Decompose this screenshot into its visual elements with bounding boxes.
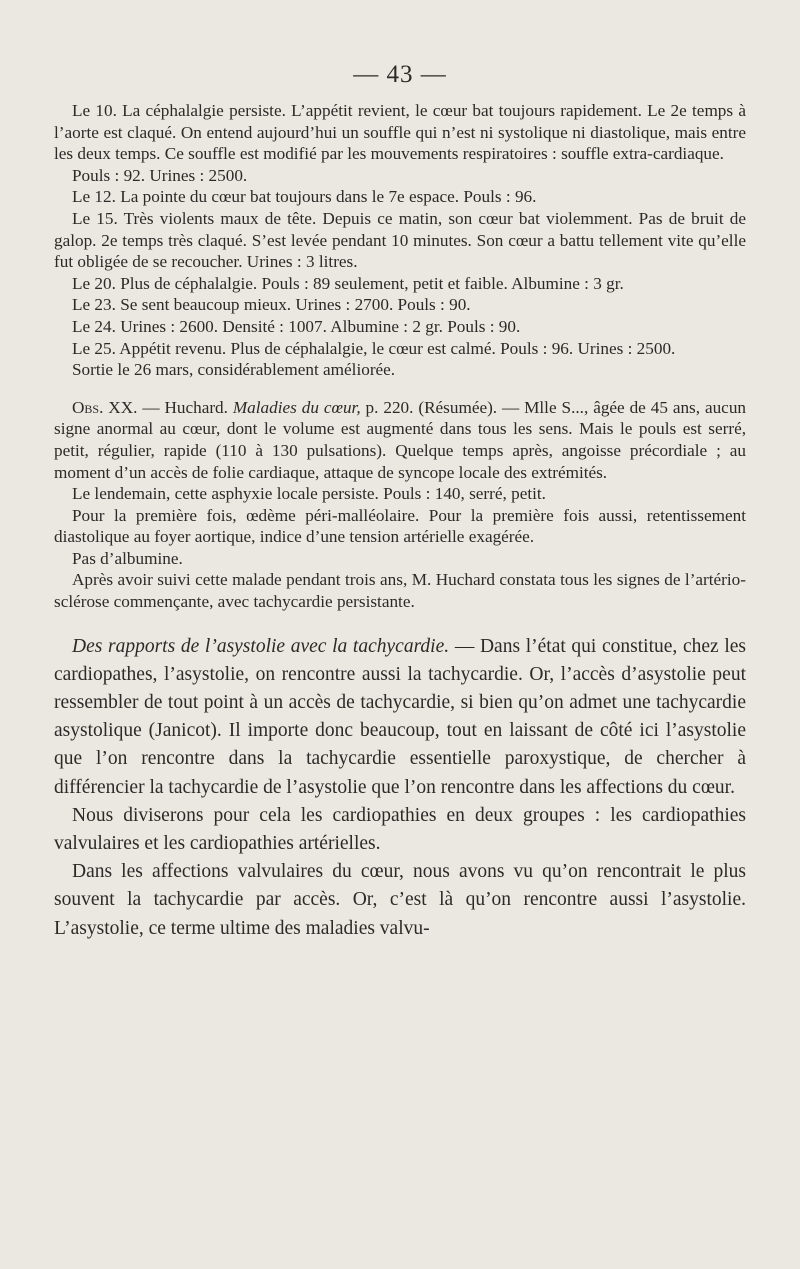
observation-section <box>54 397 746 613</box>
observation-paragraph: Pas d’albumine. <box>72 548 183 568</box>
observation-paragraph: Pour la première fois, œdème péri-malléolaire. Pour la première fois aussi, retentissement diastolique au foyer aortique, indice d’une tension artérielle exagérée. <box>54 505 746 547</box>
observation-paragraph: Le lendemain, cette asphyxie locale persiste. Pouls : 140, serré, petit. <box>72 484 546 504</box>
discussion-paragraph: Dans les affections valvulaires du cœur, nous avons vu qu’on rencontrait le plus souvent la tachycardie par accès. Or, c’est là qu’on rencontre aussi l’asystolie. L’asystolie, ce terme ultime des maladies valvu- <box>54 861 746 939</box>
clinical-note: Le 20. Plus de céphalalgie. Pouls : 89 seulement, petit et faible. Albumine : 3 gr. <box>72 273 624 293</box>
discussion-paragraph: Nous diviserons pour cela les cardiopathies en deux groupes : les cardiopathies valvulaires et les cardiopathies artérielles. <box>54 804 746 855</box>
observation-text: âgée de 45 ans, aucun signe anormal au cœur, dont le volume est augmenté dans tous les sens. Mais le pouls est serré, petit, régulier, rapide (110 à 130 pulsations). Quelque temps après, angoisse précordiale ; au moment d’un accès de folie cardiaque, attaque de syncope locale des extrémités. <box>54 397 747 482</box>
page-body <box>54 60 746 943</box>
discussion-intro <box>54 633 746 802</box>
clinical-note: Le 10. La céphalalgie persiste. L’appétit revient, le cœur bat toujours rapidement. Le 2e temps à l’aorte est claqué. On entend aujourd’hui un souffle qui n’est ni systolique ni diastolique, mais entre les deux temps. Ce souffle est modifié par les mouvements respiratoires : souffle extra-cardiaque. <box>54 101 746 164</box>
observation-reference: p. 220. (Résumée). — Mlle S..., <box>365 397 589 417</box>
observation-author: — Huchard. <box>142 397 228 417</box>
clinical-note: Pouls : 92. Urines : 2500. <box>72 165 248 185</box>
main-discussion-section <box>54 633 746 943</box>
observation-paragraph: Après avoir suivi cette malade pendant trois ans, M. Huchard constata tous les signes de l’artério-sclérose commençante, avec tachycardie persistante. <box>54 570 746 612</box>
observation-intro <box>54 397 746 483</box>
clinical-note: Le 24. Urines : 2600. Densité : 1007. Albumine : 2 gr. Pouls : 90. <box>72 316 521 336</box>
clinical-note: Le 12. La pointe du cœur bat toujours dans le 7e espace. Pouls : 96. <box>72 187 537 207</box>
observation-label: Obs. XX. <box>72 397 138 417</box>
page-number: — 43 — <box>353 61 447 88</box>
discussion-text: — Dans l’état qui constitue, chez les cardiopathes, l’asystolie, on rencontre aussi la tachycardie. Or, l’accès d’asystolie peut ressembler de tout point à un accès de tachycardie, si bien qu’on admet une tachycardie asystolique (Janicot). Il importe donc beaucoup, tout en laissant de côté ici l’asystolie que l’on rencontre dans la tachycardie essentielle paroxystique, de chercher à différencier la tachycardie de l’asystolie que l’on rencontre dans les affections du cœur. <box>54 635 746 798</box>
section-heading: Des rapports de l’asystolie avec la tachycardie. <box>72 635 450 657</box>
clinical-note: Le 25. Appétit revenu. Plus de céphalalgie, le cœur est calmé. Pouls : 96. Urines : 2500. <box>72 338 676 358</box>
clinical-note: Le 15. Très violents maux de tête. Depuis ce matin, son cœur bat violemment. Pas de bruit de galop. 2e temps très claqué. S’est levée pendant 10 minutes. Son cœur a battu tellement vite qu’elle fut obligée de se recoucher. Urines : 3 litres. <box>54 208 746 272</box>
observation-book-title: Maladies du cœur, <box>232 397 361 417</box>
clinical-notes-section <box>54 100 746 381</box>
clinical-note: Le 23. Se sent beaucoup mieux. Urines : 2700. Pouls : 90. <box>72 295 471 315</box>
clinical-note: Sortie le 26 mars, considérablement améliorée. <box>72 360 396 380</box>
